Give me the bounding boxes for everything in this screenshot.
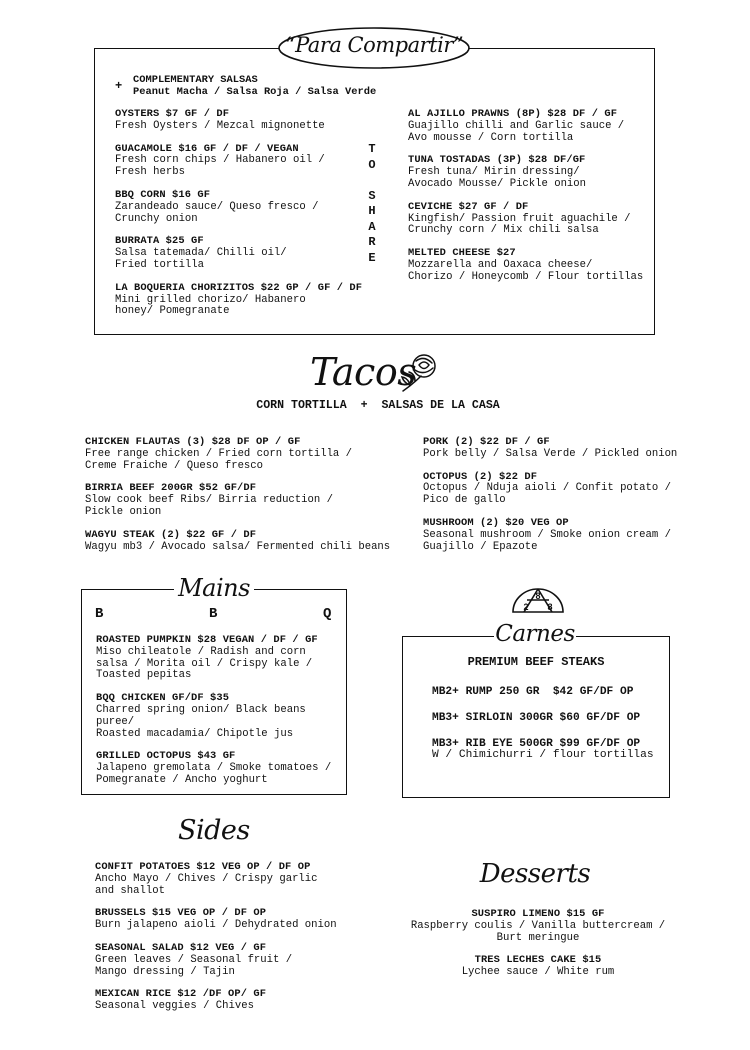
share-right-column <box>408 109 648 294</box>
steak-item: MB3+ SIRLOIN 300GR $60 GF/DF OP <box>432 711 641 724</box>
item-name: MEXICAN RICE $12 /DF OP/ GF <box>95 988 267 1001</box>
item-desc: Seasonal veggies / Chives <box>95 1000 254 1013</box>
vertical-letter: O <box>368 157 376 172</box>
menu-item <box>115 109 365 133</box>
item-desc: Seasonal mushroom / Smoke onion cream / Guajillo / Epazote <box>423 528 671 553</box>
menu-item <box>95 862 355 897</box>
vertical-letter: R <box>368 235 376 249</box>
item-name: CEVICHE $27 GF / DF <box>408 200 529 213</box>
item-desc: Free range chicken / Fried corn tortilla / Creme Fraiche / Queso fresco <box>85 447 353 472</box>
menu-item <box>408 248 648 283</box>
menu-item <box>85 437 405 472</box>
item-name: WAGYU STEAK (2) $22 GF / DF <box>85 528 257 541</box>
vertical-letter: S <box>368 188 376 203</box>
item-desc: Kingfish/ Passion fruit aguachile / Crunchy corn / Mix chili salsa <box>408 212 631 237</box>
menu-item <box>400 909 676 944</box>
item-desc: Octopus / Nduja aioli / Confit potato / Pico de gallo <box>423 482 671 507</box>
item-desc: Raspberry coulis / Vanilla buttercream / Burt meringue <box>410 919 666 944</box>
item-desc: Mini grilled chorizo/ Habanero honey/ Pomegranate <box>115 293 306 318</box>
vertical-letter: H <box>368 204 376 218</box>
item-name: MUSHROOM (2) $20 VEG OP <box>423 516 569 529</box>
bbq-letter: B <box>95 606 104 622</box>
item-name: LA BOQUERIA CHORIZITOS $22 GP / GF / DF <box>115 281 363 294</box>
item-name: PORK (2) $22 DF / GF <box>423 436 550 448</box>
item-name: BURRATA $25 GF <box>115 235 204 248</box>
badge-digit: 8 <box>547 602 553 612</box>
complementary-plus: + <box>115 79 123 93</box>
tacos-right-column <box>423 437 713 563</box>
share-title: “Para Compartir” <box>284 33 464 57</box>
badge-digit: 8 <box>535 591 541 601</box>
menu-item <box>96 693 341 740</box>
item-desc: Salsa tatemada/ Chilli oil/ Fried tortilla <box>115 247 287 271</box>
item-desc: Green leaves / Seasonal fruit / Mango dressing / Tajin <box>95 953 293 978</box>
mains-title: Mains <box>174 574 254 602</box>
menu-item <box>423 437 713 461</box>
menu-item <box>423 518 713 553</box>
item-desc: Jalapeno gremolata / Smoke tomatoes / Pomegranate / Ancho yoghurt <box>96 762 332 786</box>
vertical-letter: E <box>368 250 376 265</box>
vertical-letter <box>362 173 382 189</box>
steak-item: MB3+ RIB EYE 500GR $99 GF/DF OP <box>432 737 641 750</box>
sides-title: Sides <box>178 815 250 846</box>
menu-item <box>115 236 365 271</box>
item-desc: Burn jalapeno aioli / Dehydrated onion <box>95 919 337 932</box>
steaks-list <box>432 687 662 762</box>
sides-items <box>95 862 355 1023</box>
vertical-letter: A <box>368 219 376 234</box>
desserts-items <box>400 909 676 989</box>
mains-items <box>96 635 341 797</box>
item-name: MELTED CHEESE $27 <box>408 247 516 260</box>
complementary-name: COMPLEMENTARY SALSAS <box>133 74 258 86</box>
rose-icon <box>397 352 439 394</box>
to-share-vertical-label <box>362 142 382 266</box>
tacos-left-column <box>85 437 405 563</box>
menu-item <box>95 943 355 978</box>
item-name: BQQ CHICKEN GF/DF $35 <box>96 692 230 705</box>
menu-item <box>408 155 648 190</box>
menu-item <box>96 751 341 786</box>
menu-item <box>400 955 676 979</box>
steak-note: W / Chimichurri / flour tortillas <box>432 749 654 762</box>
item-desc: Ancho Mayo / Chives / Crispy garlic and shallot <box>95 872 318 897</box>
item-name: CONFIT POTATOES $12 VEG OP / DF OP <box>95 861 311 873</box>
menu-item <box>85 530 405 554</box>
item-name: ROASTED PUMPKIN $28 VEGAN / DF / GF <box>96 634 318 646</box>
item-desc: Slow cook beef Ribs/ Birria reduction / Pickle onion <box>85 494 333 518</box>
item-name: BIRRIA BEEF 200GR $52 GF/DF <box>85 482 257 495</box>
item-name: OYSTERS $7 GF / DF <box>115 108 230 120</box>
item-desc: Miso chileatole / Radish and corn salsa / Morita oil / Crispy kale / Toasted pepitas <box>96 645 313 682</box>
item-desc: Lychee sauce / White rum <box>461 966 615 979</box>
badge-digit: 2 <box>523 602 529 612</box>
tacos-title: Tacos <box>310 350 417 394</box>
bbq-letter: B <box>209 606 218 622</box>
menu-item <box>115 283 365 318</box>
complementary-desc: Peanut Macha / Salsa Roja / Salsa Verde <box>133 85 377 98</box>
menu-item <box>408 109 648 144</box>
carnes-subtitle: PREMIUM BEEF STEAKS <box>467 655 605 669</box>
steak-logo-badge <box>510 586 566 614</box>
steak-item: MB2+ RUMP 250 GR $42 GF/DF OP <box>432 686 634 698</box>
item-name: BBQ CORN $16 GF <box>115 188 211 201</box>
menu-item <box>85 483 405 518</box>
item-desc: Charred spring onion/ Black beans puree/ Roasted macadamia/ Chipotle jus <box>96 703 306 740</box>
bbq-letter: Q <box>323 606 332 622</box>
desserts-title: Desserts <box>479 859 591 889</box>
complementary-salsas <box>133 75 376 99</box>
vertical-letter: T <box>368 142 376 156</box>
item-desc: Guajillo chilli and Garlic sauce / Avo mousse / Corn tortilla <box>408 119 625 144</box>
carnes-title: Carnes <box>495 621 575 647</box>
item-name: CHICKEN FLAUTAS (3) $28 DF OP / GF <box>85 436 301 448</box>
menu-item <box>95 989 355 1013</box>
item-desc: Mozzarella and Oaxaca cheese/ Chorizo / Honeycomb / Flour tortillas <box>408 258 644 283</box>
item-name: AL AJILLO PRAWNS (8P) $28 DF / GF <box>408 108 618 120</box>
item-desc: Fresh Oysters / Mezcal mignonette <box>115 119 325 132</box>
item-name: GUACAMOLE $16 GF / DF / VEGAN <box>115 142 299 155</box>
item-name: SEASONAL SALAD $12 VEG / GF <box>95 941 267 954</box>
menu-item <box>408 202 648 237</box>
item-desc: Wagyu mb3 / Avocado salsa/ Fermented chili beans <box>85 540 391 553</box>
menu-item <box>95 908 355 932</box>
item-desc: Pork belly / Salsa Verde / Pickled onion <box>423 447 678 460</box>
menu-item <box>423 472 713 507</box>
item-desc: Zarandeado sauce/ Queso fresco / Crunchy onion <box>115 200 319 225</box>
item-desc: Fresh corn chips / Habanero oil / Fresh herbs <box>115 154 325 179</box>
menu-item <box>96 635 341 682</box>
menu-item <box>115 144 365 179</box>
share-left-column <box>115 109 365 328</box>
tacos-subtitle: CORN TORTILLA + SALSAS DE LA CASA <box>256 399 500 412</box>
item-name: TUNA TOSTADAS (3P) $28 DF/GF <box>408 154 586 167</box>
item-name: SUSPIRO LIMENO $15 GF <box>471 908 605 920</box>
menu-item <box>115 190 365 225</box>
item-name: GRILLED OCTOPUS $43 GF <box>96 750 236 763</box>
item-name: BRUSSELS $15 VEG OP / DF OP <box>95 907 267 920</box>
item-name: OCTOPUS (2) $22 DF <box>423 470 538 483</box>
item-name: TRES LECHES CAKE $15 <box>474 954 602 967</box>
item-desc: Fresh tuna/ Mirin dressing/ Avocado Mousse/ Pickle onion <box>408 166 587 190</box>
